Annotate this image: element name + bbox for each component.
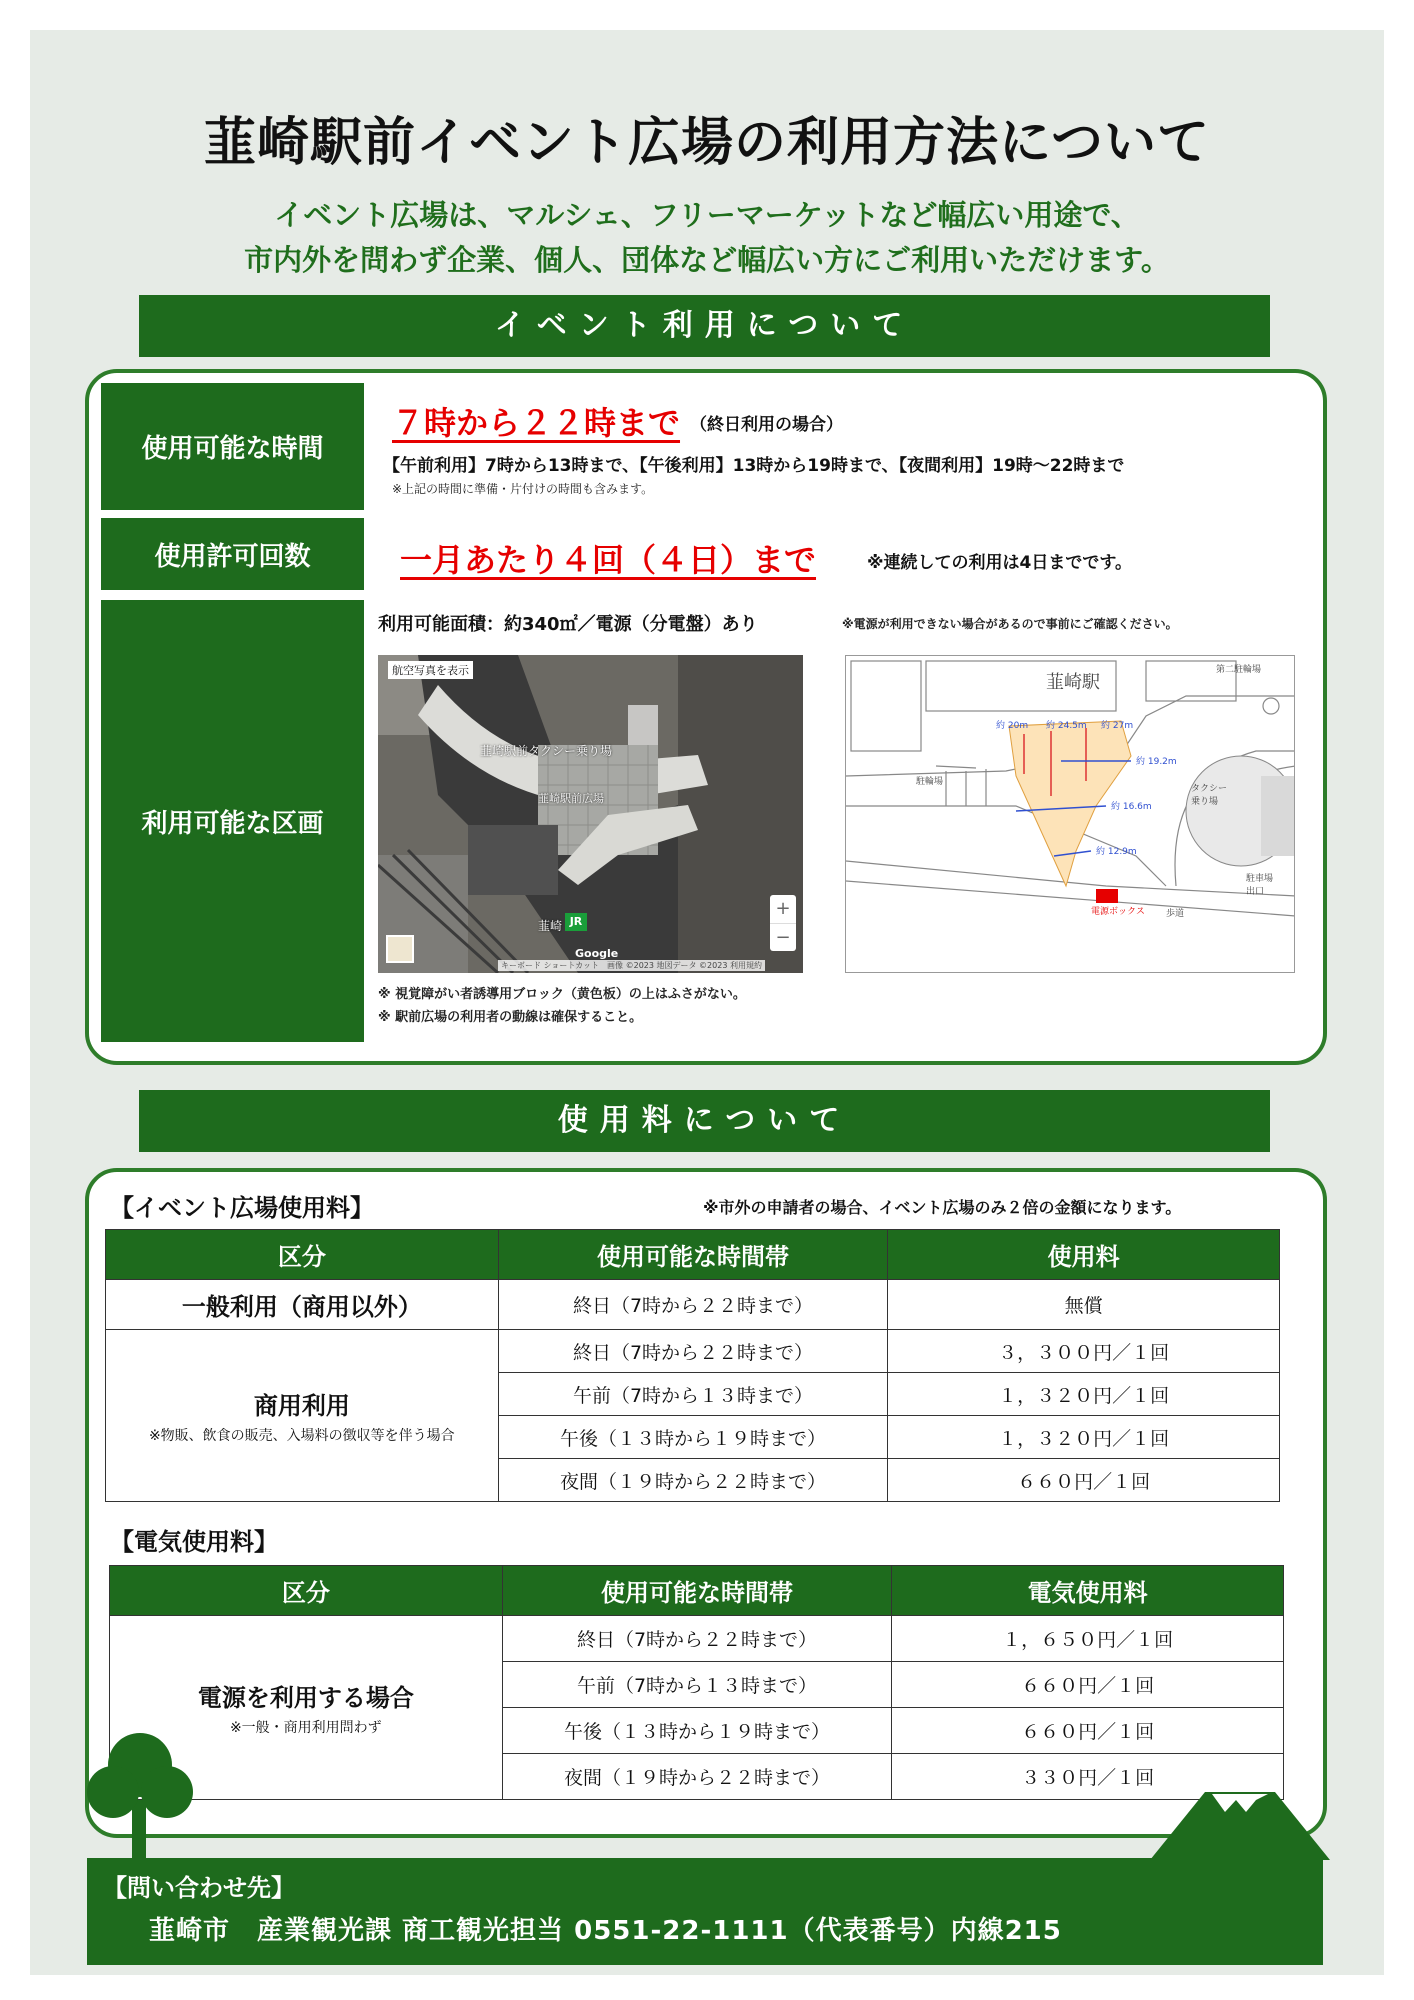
plan-dim-2: 約 24.5m [1046, 721, 1087, 731]
elec-time-1: 終日（7時から２２時まで） [502, 1616, 892, 1662]
elec-fee-3: ６６０円／１回 [892, 1708, 1284, 1754]
plan-dim-6: 約 12.9m [1096, 847, 1137, 857]
photo-tag: 航空写真を表示 [388, 661, 473, 679]
count-label: 使用許可回数 [101, 518, 364, 590]
section-band-event-use: イベント利用について [139, 295, 1270, 357]
table-row [110, 1616, 1284, 1662]
plan-dim-1: 約 20m [996, 721, 1029, 731]
elec-fee-header-time: 使用可能な時間帯 [502, 1566, 892, 1616]
event-fee-header-fee: 使用料 [888, 1230, 1280, 1280]
time-main-note: （終日利用の場合） [690, 415, 843, 435]
count-main: 一月あたり４回（４日）まで [400, 541, 817, 579]
area-note-2: ※ 駅前広場の利用者の動線は確保すること。 [378, 1010, 643, 1025]
table-row [106, 1330, 1280, 1373]
commercial-time-2: 午前（7時から１３時まで） [498, 1373, 888, 1416]
commercial-time-3: 午後（１３時から１９時まで） [498, 1416, 888, 1459]
event-fee-header-category: 区分 [106, 1230, 499, 1280]
site-plan-graphic [846, 656, 1295, 973]
contact-details: 韮崎市 産業観光課 商工観光担当 0551-22-1111（代表番号）内線215 [149, 1916, 1062, 1946]
contact-footer [87, 1858, 1323, 1965]
zoom-control[interactable] [770, 895, 796, 951]
elec-time-2: 午前（7時から１３時まで） [502, 1662, 892, 1708]
plan-walk-label: 歩道 [1166, 909, 1185, 919]
elec-category-sub: ※一般・商用利用問わず [229, 1720, 382, 1736]
plan-lot-label: 第二駐輪場 [1216, 665, 1262, 675]
plan-dim-4: 約 19.2m [1136, 757, 1177, 767]
photo-attribution: キーボード ショートカット 画像 ©2023 地図データ ©2023 利用規約 [498, 960, 765, 971]
count-note: ※連続しての利用は4日までです。 [867, 553, 1132, 573]
time-note: ※上記の時間に準備・片付けの時間も含みます。 [392, 482, 654, 496]
mountain-icon [1150, 1778, 1330, 1860]
elec-category-label: 電源を利用する場合 [197, 1684, 414, 1712]
jr-logo-icon: JR [565, 913, 587, 931]
plan-exit-label: 駐車場 出口 [1246, 874, 1274, 897]
contact-heading: 【問い合わせ先】 [103, 1874, 295, 1902]
table-row [106, 1280, 1280, 1330]
time-label: 使用可能な時間 [101, 383, 364, 510]
general-category: 一般利用（商用以外） [106, 1280, 499, 1330]
elec-fee-2: ６６０円／１回 [892, 1662, 1284, 1708]
elec-fee-title: 【電気使用料】 [110, 1528, 278, 1556]
elec-fee-header-fee: 電気使用料 [892, 1566, 1284, 1616]
plan-station-label: 韮崎駅 [1046, 672, 1100, 693]
general-time: 終日（7時から２２時まで） [498, 1280, 888, 1330]
time-detail: 【午前利用】7時から13時まで、【午後利用】13時から19時まで、【夜間利用】19時～22時まで [383, 456, 1125, 476]
plan-bike-label: 駐輪場 [916, 777, 944, 787]
zoom-in-button[interactable]: + [775, 898, 791, 919]
photo-taxi-label: 韮崎駅前タクシー乗り場 [480, 744, 613, 758]
site-plan [845, 655, 1295, 973]
map-type-toggle[interactable] [386, 935, 414, 963]
elec-fee-table [109, 1565, 1284, 1800]
plan-dim-5: 約 16.6m [1111, 802, 1152, 812]
photo-plaza-label: 韮崎駅前広場 [538, 792, 604, 805]
aerial-photo-graphic [378, 655, 803, 973]
elec-time-4: 夜間（１９時から２２時まで） [502, 1754, 892, 1800]
zoom-out-button[interactable]: − [770, 923, 796, 951]
elec-fee-header-category: 区分 [110, 1566, 503, 1616]
page-title: 韮崎駅前イベント広場の利用方法について [204, 113, 1210, 173]
lead-line-1: イベント広場は、マルシェ、フリーマーケットなど幅広い用途で、 [274, 198, 1140, 232]
commercial-category-label: 商用利用 [253, 1392, 350, 1420]
plan-box-label: 電源ボックス [1091, 907, 1145, 917]
aerial-photo [378, 655, 803, 973]
commercial-fee-2: １，３２０円／１回 [888, 1373, 1280, 1416]
event-fee-title: 【イベント広場使用料】 [110, 1194, 374, 1222]
google-logo: Google [575, 947, 619, 960]
area-note-1: ※ 視覚障がい者誘導用ブロック（黄色板）の上はふさがない。 [378, 987, 746, 1002]
event-fee-note: ※市外の申請者の場合、イベント広場のみ２倍の金額になります。 [703, 1198, 1182, 1217]
general-fee: 無償 [888, 1280, 1280, 1330]
lead-line-2: 市内外を問わず企業、個人、団体など幅広い方にご利用いただけます。 [244, 243, 1170, 277]
commercial-time-1: 終日（7時から２２時まで） [498, 1330, 888, 1373]
event-fee-table [105, 1229, 1280, 1502]
time-main: ７時から２２時まで [392, 404, 681, 442]
area-info: 利用可能面積：約340㎡／電源（分電盤）あり [378, 614, 758, 635]
elec-fee-1: １，６５０円／１回 [892, 1616, 1284, 1662]
commercial-category-sub: ※物販、飲食の販売、入場料の徴収等を伴う場合 [148, 1428, 455, 1444]
event-fee-header-time: 使用可能な時間帯 [498, 1230, 888, 1280]
elec-fee-4: ３３０円／１回 [892, 1754, 1284, 1800]
area-label: 利用可能な区画 [101, 600, 364, 1042]
elec-time-3: 午後（１３時から１９時まで） [502, 1708, 892, 1754]
commercial-category [106, 1330, 499, 1502]
photo-station-label: 韮崎 [538, 919, 563, 933]
commercial-time-4: 夜間（１９時から２２時まで） [498, 1459, 888, 1502]
section-band-fees: 使用料について [139, 1090, 1270, 1152]
area-info-note: ※電源が利用できない場合があるので事前にご確認ください。 [842, 617, 1178, 631]
tree-icon [85, 1730, 195, 1860]
plan-taxi-label: タクシー 乗り場 [1191, 784, 1228, 807]
commercial-fee-4: ６６０円／１回 [888, 1459, 1280, 1502]
commercial-fee-1: ３，３００円／１回 [888, 1330, 1280, 1373]
plan-dim-3: 約 27m [1101, 721, 1134, 731]
commercial-fee-3: １，３２０円／１回 [888, 1416, 1280, 1459]
